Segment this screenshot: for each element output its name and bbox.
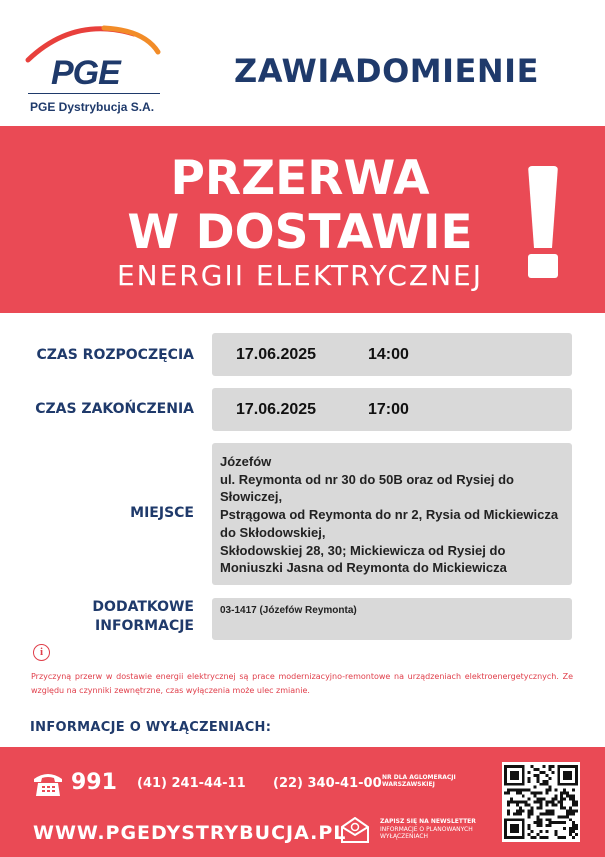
newsletter-title: ZAPISZ SIĘ NA NEWSLETTER [380, 818, 476, 825]
start-time: 14:00 [368, 346, 409, 363]
info-heading: INFORMACJE O WYŁĄCZENIACH: [30, 720, 272, 735]
exclamation-dot [528, 254, 558, 278]
start-time-label: CZAS ROZPOCZĘCIA [36, 347, 194, 363]
extra-info-box [212, 598, 572, 640]
place-label: MIEJSCE [130, 505, 194, 521]
phone-note: NR DLA AGLOMERACJI WARSZAWSKIEJ [382, 774, 456, 788]
banner-line-3: ENERGII ELEKTRYCZNEJ [116, 259, 484, 292]
newsletter-subtitle: INFORMACJE O PLANOWANYCH WYŁĄCZENIACH [380, 825, 473, 840]
footer [0, 747, 605, 857]
info-icon: i [33, 644, 50, 661]
phone-icon [32, 769, 64, 797]
start-time-box [212, 333, 572, 376]
end-time-label: CZAS ZAKOŃCZENIA [35, 401, 194, 417]
qr-code-icon [504, 764, 578, 840]
place-box [212, 443, 572, 585]
end-time-box [212, 388, 572, 431]
phone-main[interactable]: 991 [71, 770, 117, 795]
banner-line-1: PRZERWA [170, 151, 430, 206]
extra-info-label-2: INFORMACJE [95, 618, 194, 634]
phone-number-2[interactable]: (22) 340-41-00 [273, 776, 382, 791]
phone-number-1[interactable]: (41) 241-44-11 [137, 776, 246, 791]
extra-info-label-1: DODATKOWE [92, 599, 194, 615]
logo-text: PGE [51, 54, 120, 92]
logo-divider [28, 93, 160, 94]
end-time: 17:00 [368, 401, 409, 418]
end-date: 17.06.2025 [236, 401, 317, 418]
banner-line-2: W DOSTAWIE [127, 205, 473, 260]
logo-subtitle: PGE Dystrybucja S.A. [30, 100, 155, 114]
document-title: ZAWIADOMIENIE [234, 52, 539, 90]
website-link[interactable]: WWW.PGEDYSTRYBUCJA.PL [33, 822, 347, 844]
extra-info-value: 03-1417 (Józefów Reymonta) [220, 605, 357, 616]
place-value: Józefów ul. Reymonta od nr 30 do 50B oraz od Rysiej do Słowiczej, Pstrągowa od Reymonta do nr 2, Rysia od Mickiewicza do Skłodowskiej, Skłodowskiej 28, 30; Mickiewicza od Rysiej do Moniuszki Jasna od Reymonta do Mickiewicza [220, 454, 559, 576]
qr-code[interactable] [502, 762, 580, 842]
notice-text: Przyczyną przerw w dostawie energii elektrycznej są prace modernizacyjno-remontowe na urządzeniach elektroenergetycznych. Ze względu na czynniki zewnętrzne, czas wyłączenia może ulec zmianie. [31, 672, 573, 695]
pge-logo [24, 22, 174, 117]
newsletter-mail-icon [340, 817, 370, 843]
outage-banner [0, 126, 605, 313]
newsletter-info[interactable] [380, 818, 498, 841]
start-date: 17.06.2025 [236, 346, 317, 363]
